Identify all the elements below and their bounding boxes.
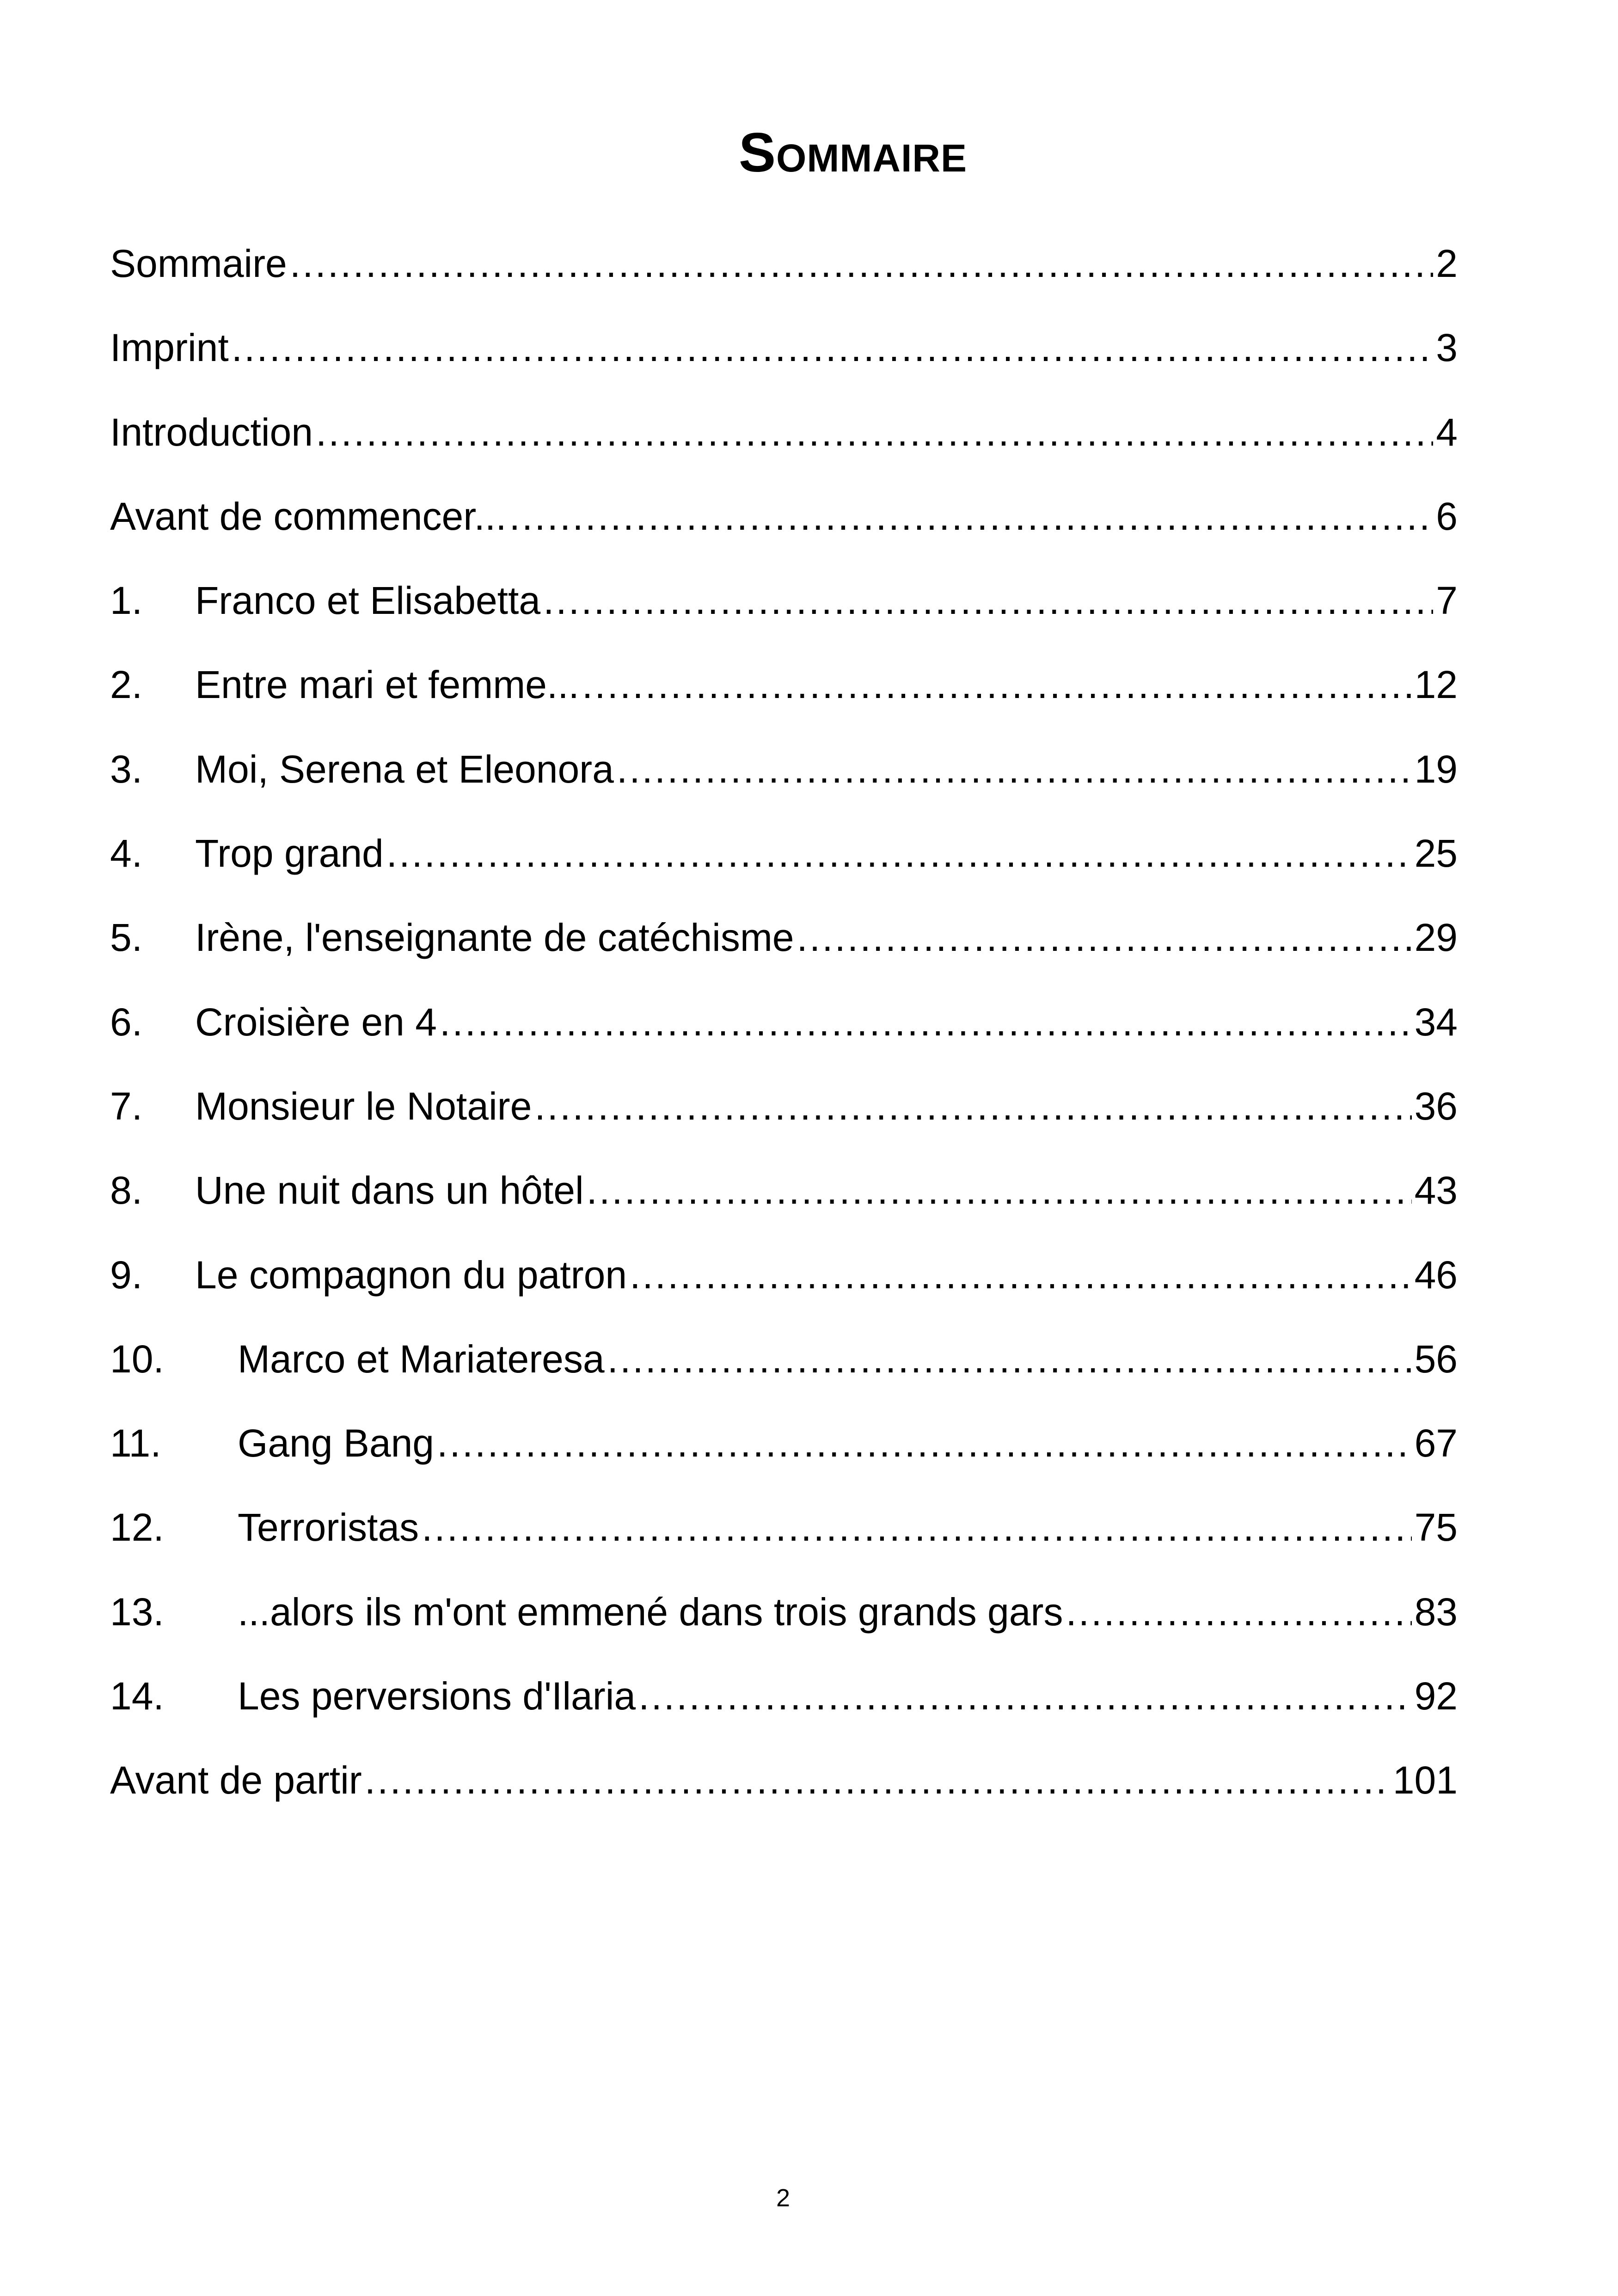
toc-dot-leader xyxy=(587,1160,1412,1220)
toc-entry-page: 75 xyxy=(1414,1506,1458,1549)
toc-dot-leader xyxy=(797,907,1412,967)
toc-entry-chapter-9[interactable] xyxy=(110,1245,1458,1329)
toc-entry-label: Croisière en 4 xyxy=(195,1000,437,1044)
toc-entry-page: 56 xyxy=(1414,1337,1458,1381)
toc-entry-page: 29 xyxy=(1414,916,1458,960)
toc-dot-leader xyxy=(316,402,1433,462)
toc-entry-number: 9. xyxy=(110,1253,143,1297)
toc-dot-leader xyxy=(630,1245,1412,1305)
toc-entry-chapter-10[interactable] xyxy=(110,1329,1458,1413)
toc-entry-label: ...alors ils m'ont emmené dans trois grands gars xyxy=(238,1590,1063,1634)
toc-entry-avant-de-commencer[interactable] xyxy=(110,486,1458,570)
toc-entry-chapter-11[interactable] xyxy=(110,1413,1458,1497)
toc-entry-page: 83 xyxy=(1414,1590,1458,1634)
toc-entry-number: 5. xyxy=(110,916,143,960)
toc-entry-label: Irène, l'enseignante de catéchisme xyxy=(195,916,794,960)
toc-entry-chapter-3[interactable] xyxy=(110,739,1458,823)
toc-entry-label: Monsieur le Notaire xyxy=(195,1084,532,1128)
toc-entry-number: 11. xyxy=(110,1421,161,1465)
toc-entry-label: Avant de partir xyxy=(110,1758,362,1802)
toc-dot-leader xyxy=(638,1666,1411,1726)
table-of-contents xyxy=(110,233,1458,1835)
toc-entry-imprint[interactable] xyxy=(110,318,1458,402)
toc-dot-leader xyxy=(617,739,1412,799)
toc-entry-page: 6 xyxy=(1436,494,1458,538)
toc-entry-page: 46 xyxy=(1414,1253,1458,1297)
toc-entry-page: 12 xyxy=(1414,663,1458,707)
toc-dot-leader xyxy=(386,823,1412,883)
toc-dot-leader xyxy=(607,1329,1412,1389)
page-title: Sommaire xyxy=(738,122,967,184)
toc-entry-label: Marco et Mariateresa xyxy=(238,1337,605,1381)
toc-entry-label: Avant de commencer... xyxy=(110,494,507,538)
toc-entry-page: 7 xyxy=(1436,579,1458,623)
toc-entry-label: Gang Bang xyxy=(238,1421,435,1465)
toc-entry-page: 2 xyxy=(1436,242,1458,285)
toc-entry-label: Les perversions d'Ilaria xyxy=(238,1674,636,1718)
toc-entry-chapter-8[interactable] xyxy=(110,1160,1458,1244)
toc-entry-label: Une nuit dans un hôtel xyxy=(195,1169,584,1212)
toc-entry-page: 101 xyxy=(1392,1758,1458,1802)
toc-entry-number: 2. xyxy=(110,663,143,707)
toc-dot-leader xyxy=(422,1497,1411,1557)
toc-entry-number: 4. xyxy=(110,832,143,876)
toc-entry-chapter-7[interactable] xyxy=(110,1076,1458,1160)
toc-dot-leader xyxy=(232,318,1434,378)
page-number: 2 xyxy=(776,2184,791,2212)
toc-entry-page: 19 xyxy=(1414,747,1458,791)
toc-dot-leader xyxy=(365,1750,1390,1810)
toc-entry-number: 6. xyxy=(110,1000,143,1044)
toc-entry-number: 14. xyxy=(110,1674,164,1718)
toc-entry-label: Sommaire xyxy=(110,242,287,285)
toc-entry-label: Introduction xyxy=(110,410,313,454)
toc-entry-label: Trop grand xyxy=(195,832,384,876)
toc-entry-avant-de-partir[interactable] xyxy=(110,1750,1458,1834)
toc-entry-number: 7. xyxy=(110,1084,143,1128)
toc-entry-number: 1. xyxy=(110,579,143,623)
toc-entry-number: 12. xyxy=(110,1506,164,1549)
toc-entry-page: 36 xyxy=(1414,1084,1458,1128)
toc-dot-leader xyxy=(440,992,1412,1052)
toc-dot-leader xyxy=(534,1076,1411,1136)
toc-entry-label: Imprint xyxy=(110,326,229,370)
toc-entry-number: 13. xyxy=(110,1590,164,1634)
toc-dot-leader xyxy=(1066,1582,1411,1642)
toc-entry-chapter-5[interactable] xyxy=(110,907,1458,992)
toc-entry-page: 67 xyxy=(1414,1421,1458,1465)
toc-entry-label: Franco et Elisabetta xyxy=(195,579,541,623)
toc-entry-chapter-1[interactable] xyxy=(110,570,1458,655)
toc-entry-page: 92 xyxy=(1414,1674,1458,1718)
toc-entry-number: 10. xyxy=(110,1337,164,1381)
toc-entry-chapter-6[interactable] xyxy=(110,992,1458,1076)
toc-entry-label: Terroristas xyxy=(238,1506,419,1549)
toc-entry-number: 8. xyxy=(110,1169,143,1212)
toc-entry-page: 3 xyxy=(1436,326,1458,370)
toc-entry-label: Entre mari et femme... xyxy=(195,663,579,707)
toc-entry-chapter-14[interactable] xyxy=(110,1666,1458,1750)
toc-entry-chapter-4[interactable] xyxy=(110,823,1458,907)
toc-entry-chapter-12[interactable] xyxy=(110,1497,1458,1581)
toc-entry-page: 34 xyxy=(1414,1000,1458,1044)
toc-dot-leader xyxy=(509,486,1434,546)
toc-entry-label: Moi, Serena et Eleonora xyxy=(195,747,614,791)
toc-dot-leader xyxy=(290,233,1434,294)
toc-entry-introduction[interactable] xyxy=(110,402,1458,486)
toc-entry-page: 4 xyxy=(1436,410,1458,454)
toc-dot-leader xyxy=(543,570,1433,631)
toc-dot-leader xyxy=(582,655,1412,715)
toc-entry-number: 3. xyxy=(110,747,143,791)
toc-entry-chapter-2[interactable] xyxy=(110,655,1458,739)
toc-entry-label: Le compagnon du patron xyxy=(195,1253,627,1297)
toc-entry-page: 25 xyxy=(1414,832,1458,876)
toc-entry-sommaire[interactable] xyxy=(110,233,1458,318)
toc-dot-leader xyxy=(437,1413,1412,1473)
toc-entry-page: 43 xyxy=(1414,1169,1458,1212)
toc-entry-chapter-13[interactable] xyxy=(110,1582,1458,1666)
